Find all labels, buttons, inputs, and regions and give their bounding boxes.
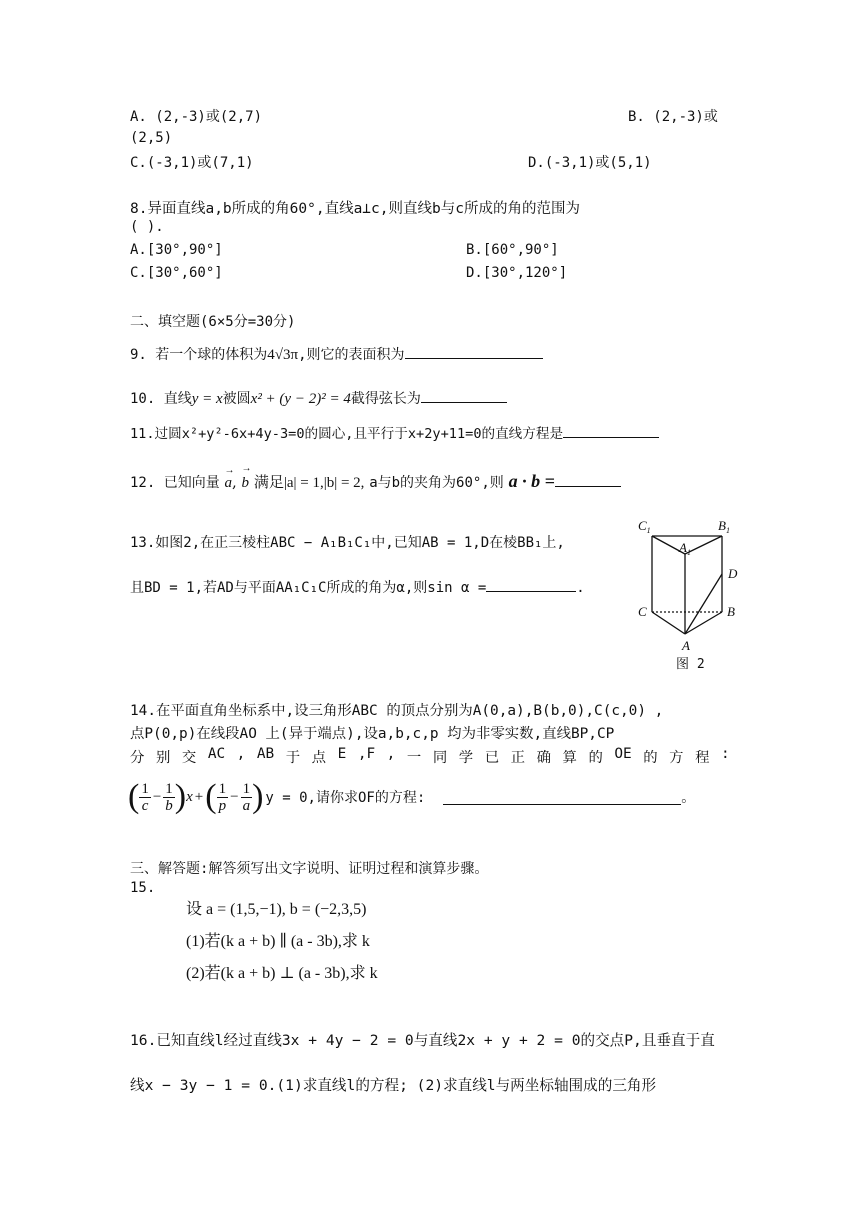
q15-number: 15. xyxy=(130,880,156,896)
question-10 xyxy=(130,388,507,408)
label-b1: $B_1$ xyxy=(718,518,730,535)
label-a1: $A_1$ xyxy=(679,540,691,557)
q12-answer-blank[interactable] xyxy=(555,472,621,487)
q11-text: 11.过圆x²+y²-6x+4y-3=0的圆心,且平行于x+2y+11=0的直线方程是 xyxy=(130,426,564,442)
q12-dot-product: a · b = xyxy=(508,471,555,491)
q10-mid: 被圆 xyxy=(222,391,251,407)
fraction-1-over-c: $\frac{1}{c}$ xyxy=(141,780,149,814)
label-c: C xyxy=(638,604,647,619)
q8-stem-paren: ( ). xyxy=(130,219,164,235)
q9-suffix: ,则它的表面积为 xyxy=(298,347,405,363)
q10-suffix: 截得弦长为 xyxy=(350,391,421,407)
q9-volume: 4√3π xyxy=(267,347,299,363)
q9-answer-blank[interactable] xyxy=(405,344,543,359)
q7-option-d: D.(-3,1)或(5,1) xyxy=(528,155,652,171)
q8-option-b: B.[60°,90°] xyxy=(466,242,559,258)
edge-c-a xyxy=(652,612,685,634)
q13-line-1: 13.如图2,在正三棱柱ABC − A₁B₁C₁中,已知AB = 1,D在棱BB₁上, xyxy=(130,535,565,551)
fraction-1-over-p: $\frac{1}{p}$ xyxy=(218,780,227,814)
q11-answer-blank[interactable] xyxy=(563,423,659,438)
q14-tail: y = 0,请你求OF的方程: xyxy=(265,790,426,806)
q13-line-2-prefix: 且BD = 1,若AD与平面AA₁C₁C所成的角为α,则sin α = xyxy=(130,580,487,596)
section-2-heading: 二、填空题(6×5分=30分) xyxy=(130,314,296,330)
q14-oe-equation: ( $\frac{1}{c}$ − $\frac{1}{b}$ ) x + ( $\frac{1}{p}$ − $\frac{1}{a}$ ) y = 0,请你求OF的方程: 。 xyxy=(128,778,696,815)
q13-line-2: 且BD = 1,若AD与平面AA₁C₁C所成的角为α,则sin α = . xyxy=(130,577,585,597)
label-b: B xyxy=(727,604,735,619)
q14-line-2: 点P(0,p)在线段AO 上(异于端点),设a,b,c,p 均为非零实数,直线BP,CP xyxy=(130,726,615,742)
q12-vector-b: → b xyxy=(241,463,252,491)
q8-option-a: A.[30°,90°] xyxy=(130,242,223,258)
q16-line-2: 线x − 3y − 1 = 0.(1)求直线l的方程; (2)求直线l与两坐标轴围成的三角形 xyxy=(130,1077,657,1094)
q16-line-1: 16.已知直线l经过直线3x + 4y − 2 = 0与直线2x + y + 2 = 0的交点P,且垂直于直 xyxy=(130,1032,715,1049)
q14-answer-blank[interactable] xyxy=(443,790,681,805)
q15-part-2: (2)若(k a + b) ⊥ (a - 3b),求 k xyxy=(186,965,378,982)
q7-option-a: A. (2,-3)或(2,7) xyxy=(130,109,263,125)
question-11 xyxy=(130,422,659,442)
figure-caption: 图 2 xyxy=(676,657,705,672)
q10-circle-eq: x² + (y − 2)² = 4 xyxy=(250,391,351,407)
label-c1: $C_1$ xyxy=(638,518,651,535)
q8-option-c: C.[30°,60°] xyxy=(130,265,223,281)
section-3-heading: 三、解答题:解答须写出文字说明、证明过程和演算步骤。 xyxy=(130,861,489,877)
label-d: D xyxy=(728,566,738,581)
q10-line-eq: y = x xyxy=(191,391,223,407)
prism-figure xyxy=(632,514,744,672)
q12-prefix: 12. 已知向量 xyxy=(130,475,220,491)
q8-stem: 8.异面直线a,b所成的角60°,直线a⊥c,则直线b与c所成的角的范围为 xyxy=(130,201,580,217)
edge-b-a xyxy=(685,612,722,634)
fraction-1-over-a: $\frac{1}{a}$ xyxy=(242,780,251,814)
q7-option-b: B. (2,-3)或 xyxy=(628,109,718,125)
q14-line-1: 14.在平面直角坐标系中,设三角形ABC 的顶点分别为A(0,a),B(b,0),C(c,0) , xyxy=(130,703,664,719)
q7-option-c: C.(-3,1)或(7,1) xyxy=(130,155,254,171)
question-12: 12. 已知向量 → a, → b 满足|a| = 1,|b| = 2, a与b的夹角为60°,则 a · b = xyxy=(130,471,621,492)
q9-prefix: 9. 若一个球的体积为 xyxy=(130,347,268,363)
q8-option-d: D.[30°,120°] xyxy=(466,265,568,281)
q14-line-3: 分 别 交 AC , AB 于 点 E ,F , 一 同 学 已 正 确 算 的 OE 的 方 程 : xyxy=(130,746,730,766)
fraction-1-over-b: $\frac{1}{b}$ xyxy=(165,780,173,814)
segment-a-d xyxy=(685,574,722,634)
q15-given: 设 a = (1,5,−1), b = (−2,3,5) xyxy=(186,901,367,918)
q13-answer-blank[interactable] xyxy=(486,577,576,592)
label-a: A xyxy=(682,638,690,653)
question-9 xyxy=(130,344,543,364)
q10-prefix: 10. 直线 xyxy=(130,391,192,407)
q15-part-1: (1)若(k a + b) ∥ (a - 3b),求 k xyxy=(186,933,370,950)
q12-angle: a与b的夹角为60°,则 xyxy=(369,475,504,491)
q12-condition: 满足|a| = 1,|b| = 2, xyxy=(253,475,365,491)
q12-vector-a: → a xyxy=(224,465,235,491)
q7-option-b-continued: (2,5) xyxy=(130,130,173,146)
q10-answer-blank[interactable] xyxy=(421,388,507,403)
